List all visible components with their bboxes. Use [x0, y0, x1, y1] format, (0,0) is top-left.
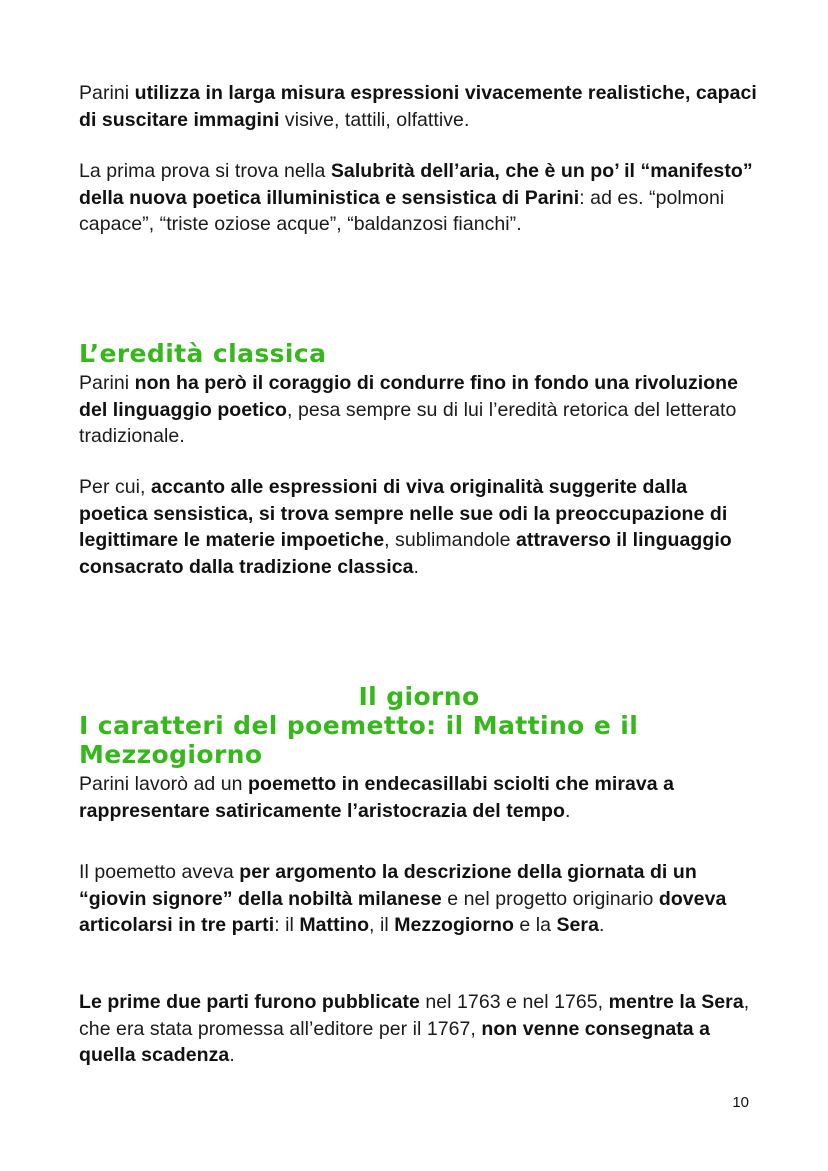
bold-text-run: non venne consegnata a quella scadenza	[79, 1017, 711, 1066]
bold-text-run: doveva articolarsi in tre parti	[79, 887, 727, 936]
heading-eredita-classica: L’eredità classica	[79, 339, 327, 368]
bold-text-run: Salubrità dell’aria, che è un po’ il “manifesto” della nuova poetica illuministica e sensistica di Parini	[79, 160, 753, 209]
text-run: .	[564, 799, 571, 822]
bold-text-run: accanto alle espressioni di viva originalità suggerite dalla poetica sensistica, si trova sempre nelle sue odi la preoccupazione di legittimare le materie impoetiche	[79, 476, 728, 551]
text-run: , sublimandole	[384, 529, 517, 551]
section-il-giorno	[79, 682, 759, 824]
paragraph-realistic-expressions	[79, 80, 759, 133]
heading-il-giorno: Il giorno	[358, 682, 480, 711]
bold-text-run: Sera	[556, 914, 599, 936]
paragraph-text	[79, 989, 759, 1069]
paragraph-text	[79, 771, 759, 824]
text-run: Parini	[79, 372, 135, 394]
bold-text-run: mentre la Sera	[608, 991, 744, 1013]
heading-caratteri-poemetto: I caratteri del poemetto: il Mattino e il Mezzogiorno	[79, 711, 639, 769]
text-run: .	[229, 1044, 235, 1066]
text-run: Parini	[79, 82, 135, 104]
paragraph-text	[79, 158, 759, 238]
bold-text-run: per argomento la descrizione della giornata di un “giovin signore” della nobiltà milanese	[79, 861, 697, 910]
text-run: , il	[369, 914, 395, 936]
bold-text-run: Mezzogiorno	[394, 914, 514, 936]
bold-text-run: poemetto in endecasillabi sciolti che mirava a rappresentare satiricamente l’aristocrazia del tempo	[79, 773, 675, 822]
text-run: : ad es. “polmoni capace”, “triste oziose acque”, “baldanzosi fianchi”.	[79, 186, 725, 235]
paragraph-per-cui	[79, 474, 759, 580]
text-run: e la	[513, 914, 557, 936]
text-run: e nel progetto originario	[441, 887, 659, 910]
paragraph-salubrita	[79, 158, 759, 238]
bold-text-run: attraverso il linguaggio consacrato dalla tradizione classica	[79, 529, 732, 578]
text-run: visive, tattili, olfattive.	[279, 108, 470, 131]
text-run: , che era stata promessa all’editore per il 1767,	[79, 991, 750, 1040]
text-run: Per cui,	[79, 476, 151, 498]
paragraph-text	[79, 80, 759, 133]
page-number: 10	[732, 1094, 749, 1111]
paragraph-text	[79, 474, 759, 580]
paragraph-poemetto-argomento	[79, 859, 759, 939]
text-run: .	[413, 555, 419, 578]
text-run: .	[598, 914, 605, 936]
bold-text-run: Mattino	[299, 914, 370, 936]
paragraph-prime-due-parti	[79, 989, 759, 1069]
text-run: La prima prova si trova nella	[79, 160, 331, 182]
text-run: Parini lavorò ad un	[79, 773, 249, 795]
section-eredita-classica	[79, 339, 759, 450]
paragraph-text	[79, 370, 759, 450]
text-run: nel 1763 e nel 1765,	[419, 991, 609, 1013]
bold-text-run: Le prime due parti furono pubblicate	[79, 991, 420, 1013]
text-run: Il poemetto aveva	[79, 861, 240, 883]
paragraph-text	[79, 859, 759, 939]
bold-text-run: non ha però il coraggio di condurre fino in fondo una rivoluzione del linguaggio poetico	[79, 372, 739, 421]
text-run: : il	[274, 914, 300, 936]
bold-text-run: utilizza in larga misura espressioni vivacemente realistiche, capaci di suscitare immagini	[79, 82, 757, 131]
text-run: , pesa sempre su di lui l’eredità retorica del letterato tradizionale.	[79, 398, 737, 447]
